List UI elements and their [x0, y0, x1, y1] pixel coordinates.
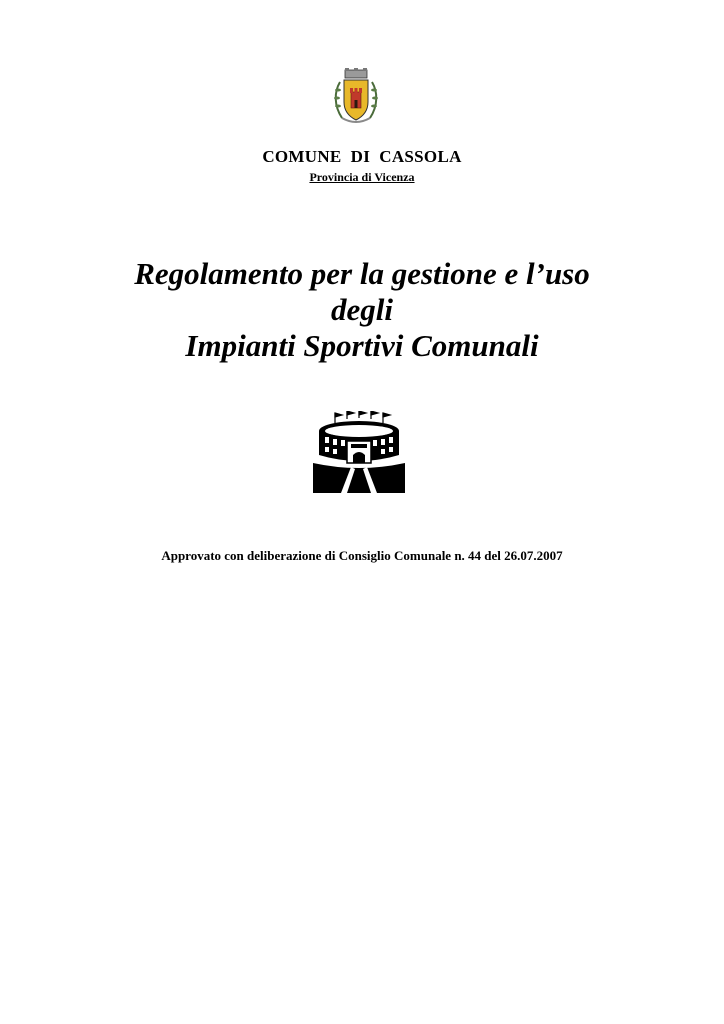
municipality-name: COMUNE DI CASSOLA [262, 147, 462, 166]
stadium-icon [313, 411, 405, 493]
title-line-1: Regolamento per la gestione e l’uso [134, 256, 590, 291]
document-title [0, 256, 724, 364]
municipal-crest-icon [332, 68, 380, 128]
title-line-2: degli [331, 292, 393, 327]
province-label: Provincia di Vicenza [309, 170, 415, 184]
province-name [0, 170, 724, 185]
approval-note: Approvato con deliberazione di Consiglio Comunale n. 44 del 26.07.2007 [161, 548, 563, 563]
title-line-3: Impianti Sportivi Comunali [185, 328, 539, 363]
